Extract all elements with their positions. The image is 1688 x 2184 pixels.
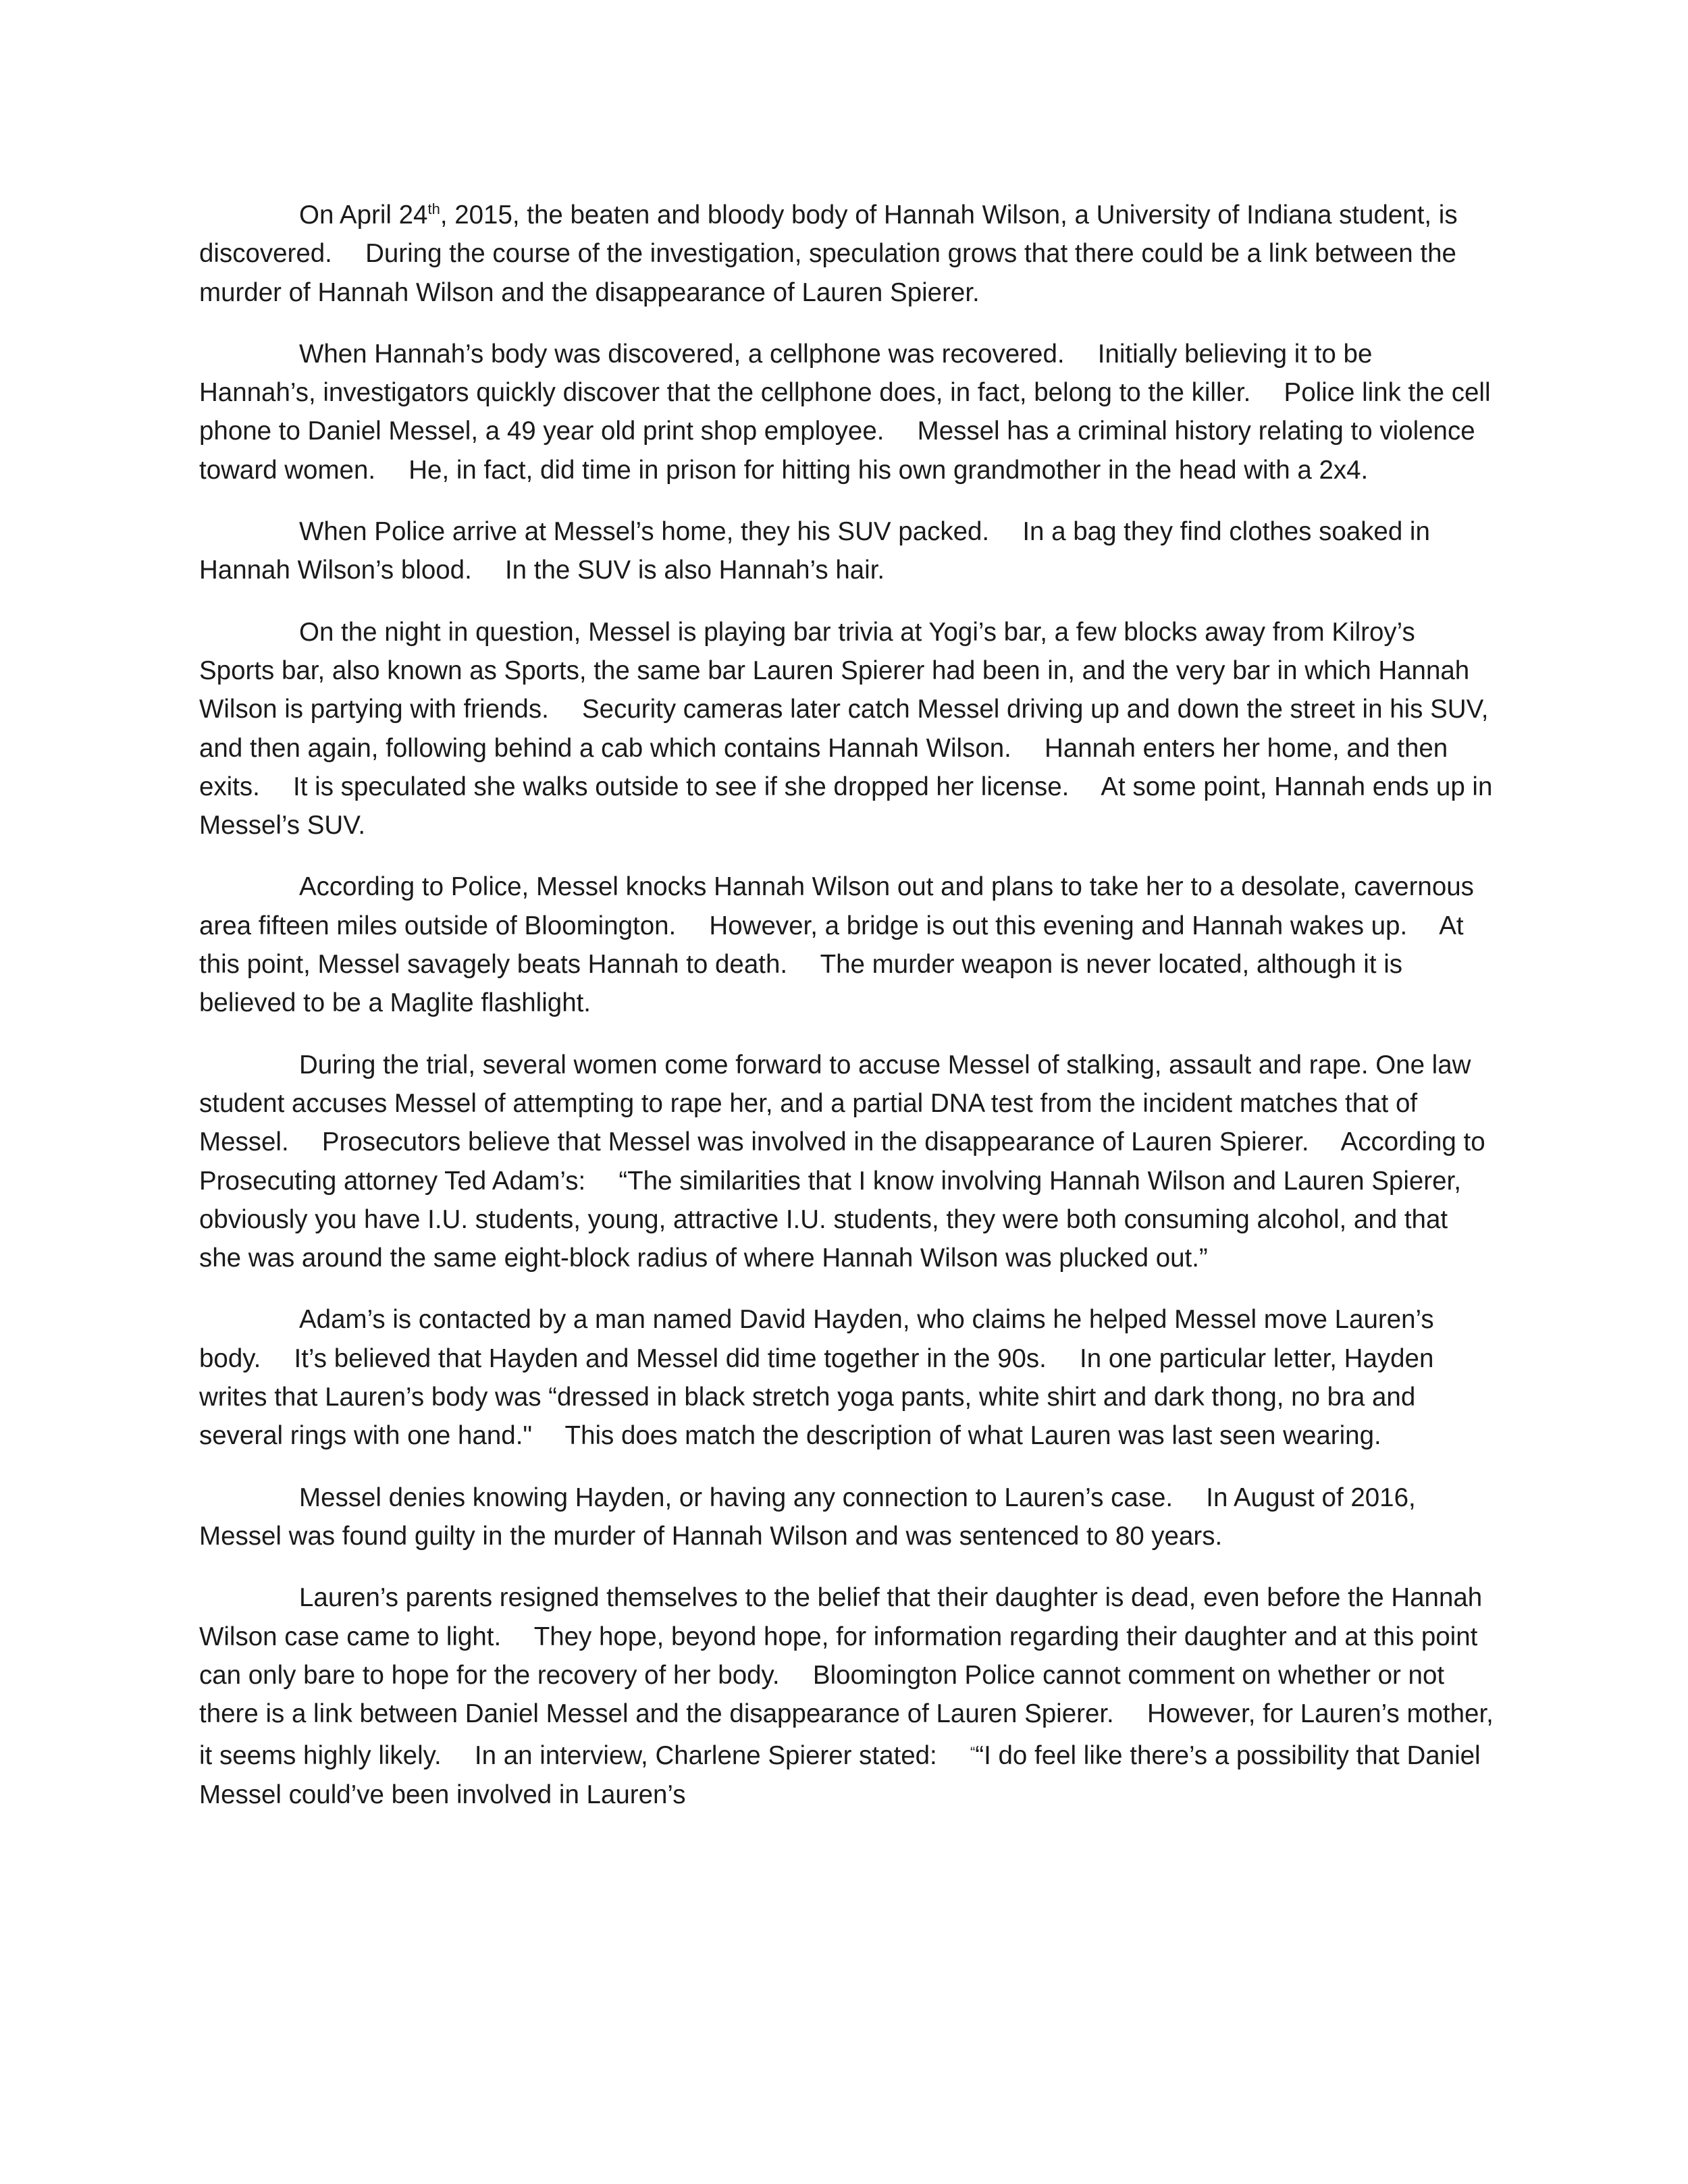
paragraph-4: On the night in question, Messel is playing bar trivia at Yogi’s bar, a few blocks away from Kilroy’s Sports bar, also known as Sports, the same bar Lauren Spierer had been in, and the very bar in which Hannah Wilson is partying with friends. Security cameras later catch Messel driving up and down the street in his SUV, and then again, following behind a cab which contains Hannah Wilson. Hannah enters her home, and then exits. It is speculated she walks outside to see if she dropped her license. At some point, Hannah ends up in Messel’s SUV. bbox=[199, 617, 1493, 841]
small-quote-mark: “ bbox=[970, 1744, 976, 1761]
paragraph-5: According to Police, Messel knocks Hannah Wilson out and plans to take her to a desolate, cavernous area fifteen miles outside of Bloomington. However, a bridge is out this evening and Hannah wakes up. At this point, Messel savagely beats Hannah to death. The murder weapon is never located, although it is believed to be a Maglite flashlight. bbox=[199, 872, 1474, 1018]
ordinal-suffix: th bbox=[427, 201, 440, 217]
paragraph-2: When Hannah’s body was discovered, a cellphone was recovered. Initially believing it to be Hannah’s, investigators quickly discover that the cellphone does, in fact, belong to the killer. Police link the cell phone to Daniel Messel, a 49 year old print shop employee. Messel has a criminal history relating to violence toward women. He, in fact, did time in prison for hitting his own grandmother in the head with a 2x4. bbox=[199, 339, 1491, 485]
paragraph-1 bbox=[199, 196, 1496, 312]
paragraph-6: During the trial, several women come forward to accuse Messel of stalking, assault and rape. One law student accuses Messel of attempting to rape her, and a partial DNA test from the incident matches that of Messel. Prosecutors believe that Messel was involved in the disappearance of Lauren Spierer. According to Prosecuting attorney Ted Adam’s: “The similarities that I know involving Hannah Wilson and Lauren Spierer, obviously you have I.U. students, young, attractive I.U. students, they were both consuming alcohol, and that she was around the same eight-block radius of where Hannah Wilson was plucked out.” bbox=[199, 1050, 1485, 1273]
document-body bbox=[199, 196, 1496, 1814]
paragraph-8: Messel denies knowing Hayden, or having any connection to Lauren’s case. In August of 2016, Messel was found guilty in the murder of Hannah Wilson and was sentenced to 80 years. bbox=[199, 1483, 1416, 1551]
paragraph-9 bbox=[199, 1578, 1496, 1814]
paragraph-7: Adam’s is contacted by a man named David Hayden, who claims he helped Messel move Lauren’s body. It’s believed that Hayden and Messel did time together in the 90s. In one particular letter, Hayden writes that Lauren’s body was “dressed in black stretch yoga pants, white shirt and dark thong, no bra and several rings with one hand." This does match the description of what Lauren was last seen wearing. bbox=[199, 1305, 1434, 1451]
paragraph-1-lead: On April 24 bbox=[299, 201, 428, 230]
paragraph-9-lead: Lauren’s parents resigned themselves to the belief that their daughter is dead, even before the Hannah Wilson case came to light. They hope, beyond hope, for information regarding their daughter and at this point can only bare to hope for the recovery of her body. Bloomington Police cannot comment on whether or not there is a link between Daniel Messel and the disappearance of Lauren Spierer. However, for Lauren’s mother, it seems highly likely. In an interview, Charlene Spierer stated: bbox=[199, 1583, 1494, 1771]
paragraph-9-text: “I do feel like there’s a possibility that Daniel Messel could’ve been involved in Lauren’s bbox=[199, 1741, 1481, 1809]
paragraph-1-text: , 2015, the beaten and bloody body of Hannah Wilson, a University of Indiana student, is discovered. During the course of the investigation, speculation grows that there could be a link between the murder of Hannah Wilson and the disappearance of Lauren Spierer. bbox=[199, 201, 1458, 307]
paragraph-3: When Police arrive at Messel’s home, they his SUV packed. In a bag they find clothes soaked in Hannah Wilson’s blood. In the SUV is also Hannah’s hair. bbox=[199, 517, 1430, 585]
